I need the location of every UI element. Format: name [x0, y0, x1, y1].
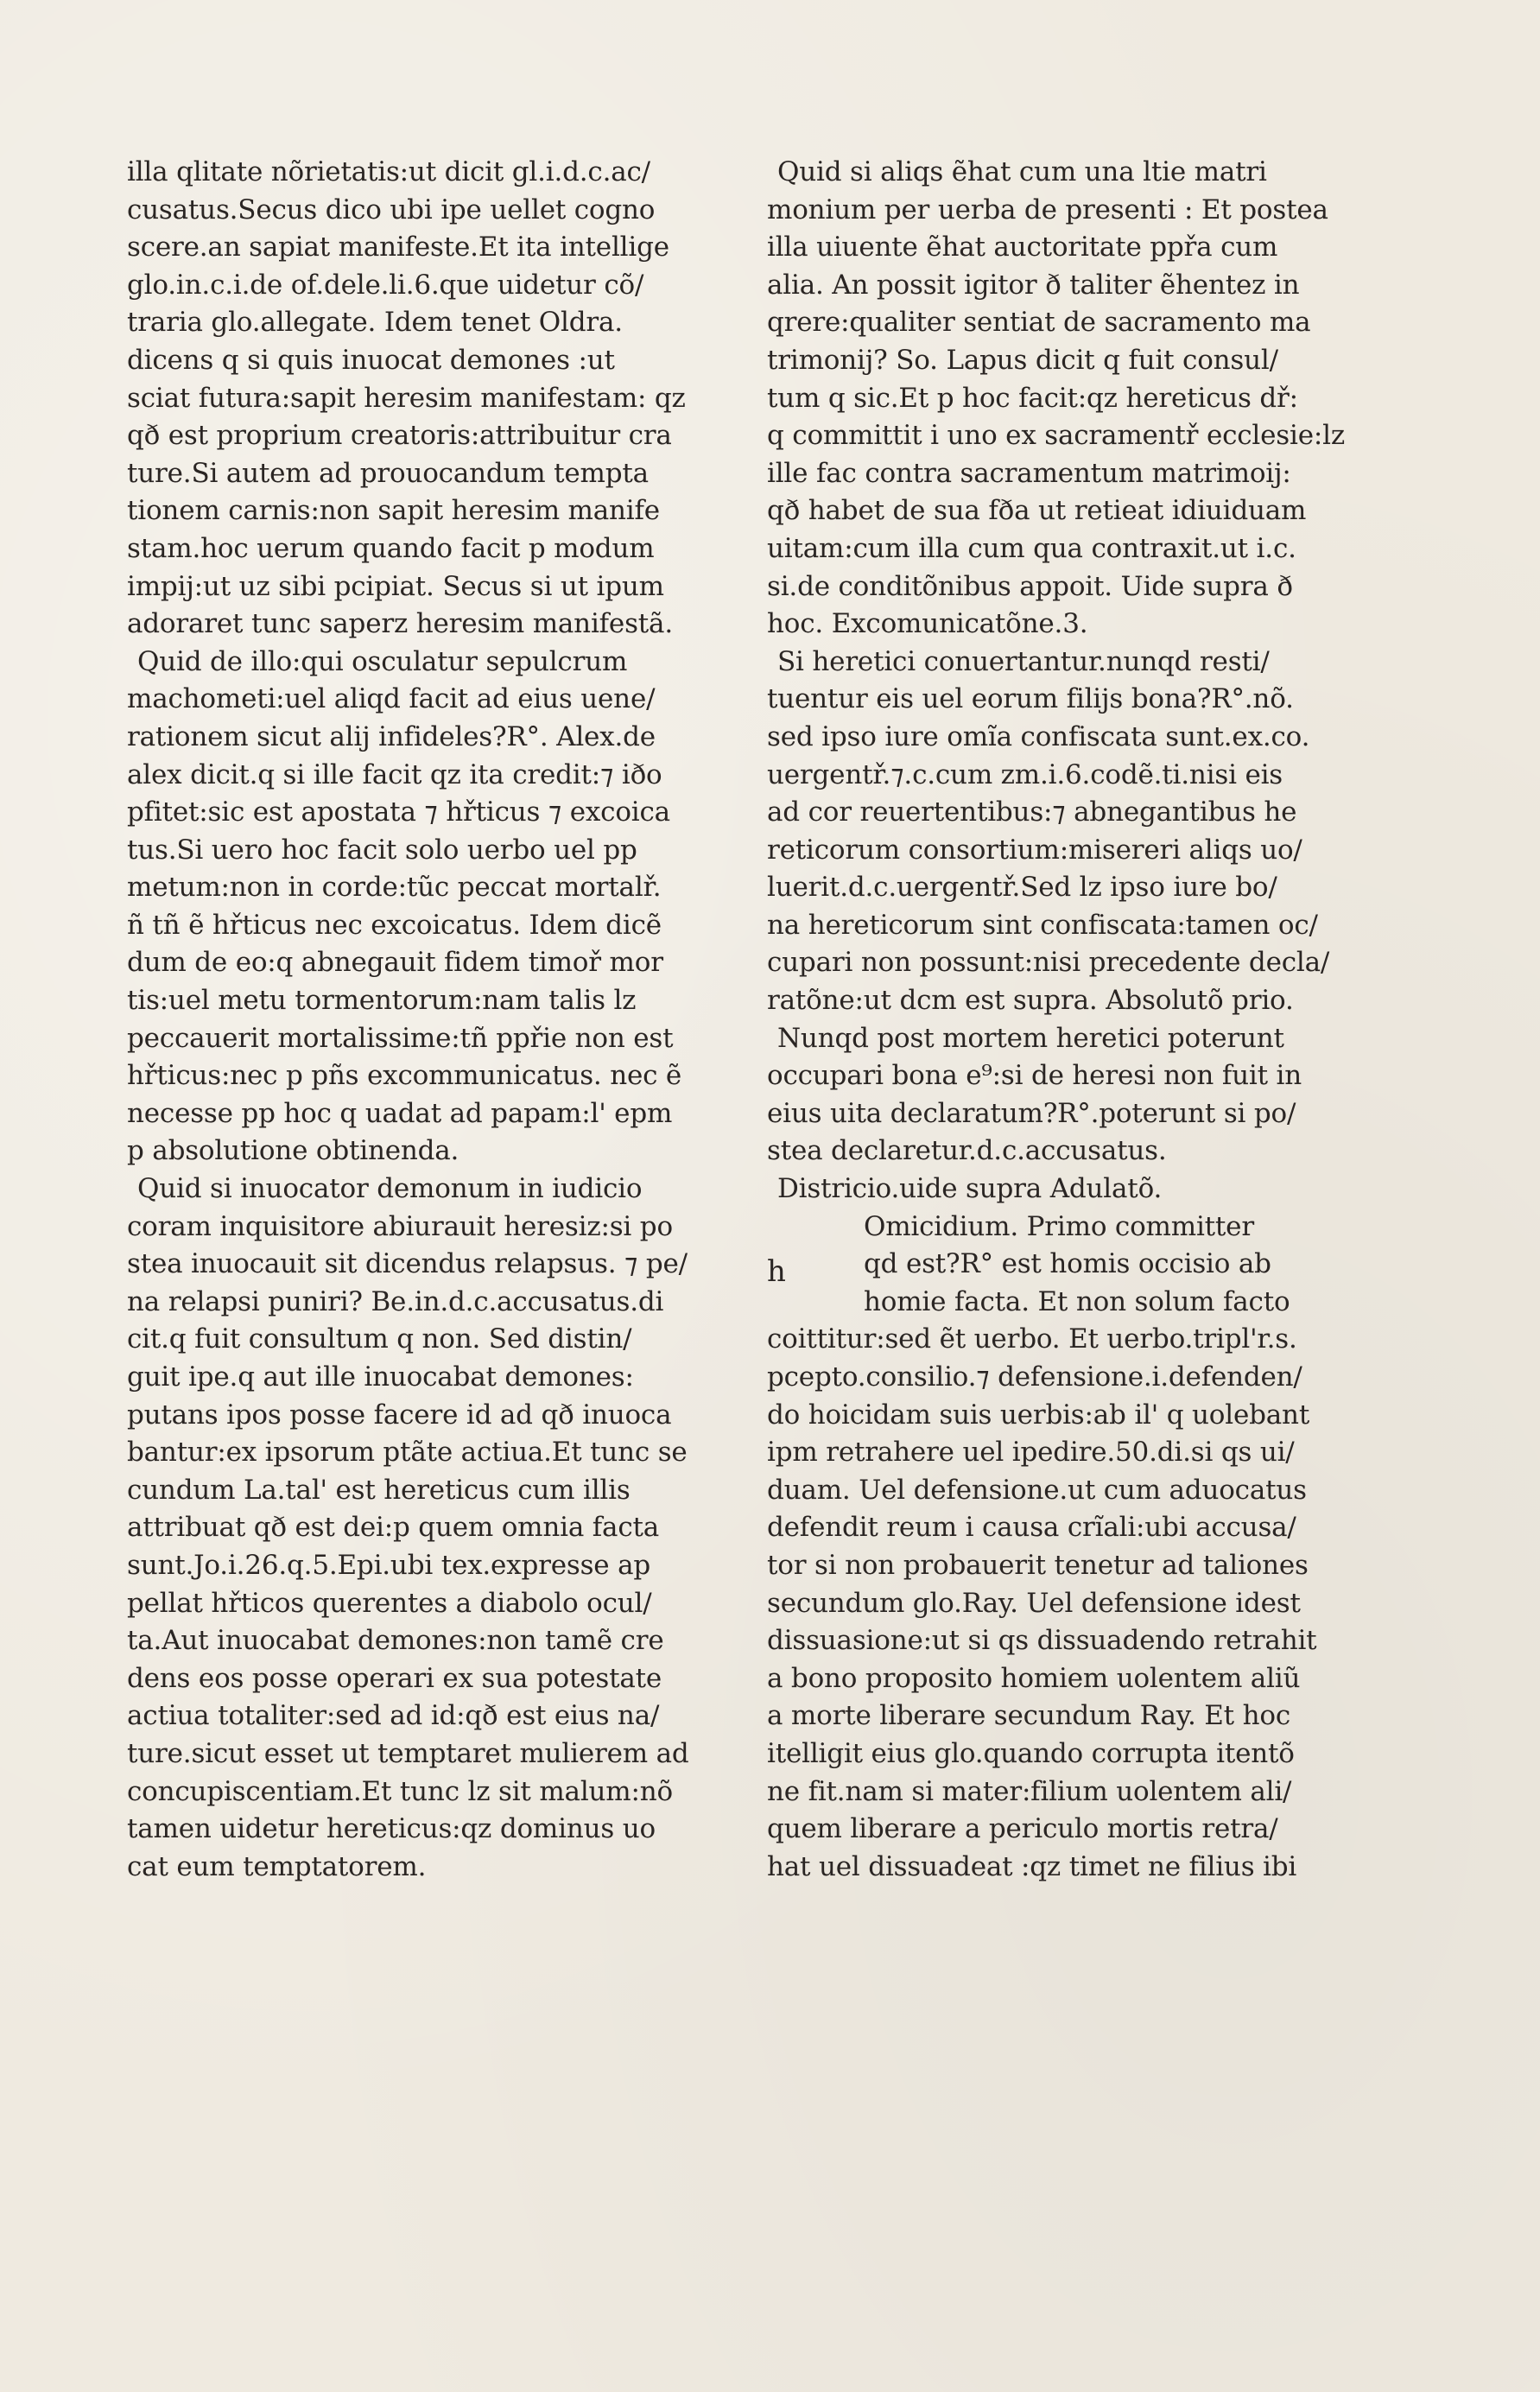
text-line: a morte liberare secundum Ray. Et hoc: [767, 1700, 1290, 1732]
text-line: machometi:uel aliqd facit ad eius uene/: [127, 683, 656, 715]
text-line: qð habet de sua fða ut retieat idiuiduam: [767, 495, 1307, 527]
text-line: traria glo.allegate. Idem tenet Oldra.: [127, 307, 623, 339]
text-line: na hereticorum sint confiscata:tamen oc/: [767, 909, 1318, 941]
text-line: pfitet:sic est apostata ⁊ hřticus ⁊ excoica: [127, 796, 670, 828]
text-line: dum de eo:q abnegauit fidem timoř mor: [127, 947, 663, 979]
text-line: stea inuocauit sit dicendus relapsus. ⁊ pe/: [127, 1248, 688, 1280]
right-column: [767, 154, 1354, 1886]
text-line: a bono proposito homiem uolentem aliũ: [767, 1662, 1301, 1694]
text-line: Quid si inuocator demonum in iudicio: [137, 1173, 643, 1205]
text-line: metum:non in corde:tũc peccat mortalř.: [127, 872, 662, 904]
text-line: pcepto.consilio.⁊ defensione.i.defenden/: [767, 1361, 1302, 1393]
text-line: scere.an sapiat manifeste.Et ita intellige: [127, 232, 669, 263]
text-line: na relapsi puniri? Be.in.d.c.accusatus.di: [127, 1285, 664, 1317]
initial-letter: h: [767, 1253, 786, 1289]
text-line: hřticus:nec p pñs excommunicatus. nec ẽ: [127, 1060, 682, 1092]
text-line: q committit i uno ex sacramentř ecclesie:lz: [767, 420, 1345, 452]
text-line: tuentur eis uel eorum filijs bona?R°.nõ.: [767, 683, 1294, 715]
text-line: uergentř.⁊.c.cum zm.i.6.codẽ.ti.nisi eis: [767, 758, 1283, 790]
text-line: ne fit.nam si mater:filium uolentem ali/: [767, 1775, 1292, 1807]
text-line: hat uel dissuadeat :qz timet ne filius ibi: [767, 1850, 1297, 1882]
text-line: Omicidium. Primo committer: [864, 1210, 1254, 1242]
text-line: dicens q si quis inuocat demones :ut: [127, 344, 615, 376]
text-line: dens eos posse operari ex sua potestate: [127, 1662, 662, 1694]
text-line: qð est proprium creatoris:attribuitur cra: [127, 420, 672, 452]
text-line: cupari non possunt:nisi precedente decla/: [767, 947, 1330, 979]
text-line: concupiscentiam.Et tunc lz sit malum:nõ: [127, 1775, 673, 1807]
text-line: peccauerit mortalissime:tñ ppřie non est: [127, 1022, 674, 1054]
text-line: duam. Uel defensione.ut cum aduocatus: [767, 1474, 1307, 1506]
text-line: cusatus.Secus dico ubi ipe uellet cogno: [127, 194, 656, 225]
text-line: guit ipe.q aut ille inuocabat demones:: [127, 1361, 634, 1393]
text-line: do hoicidam suis uerbis:ab il' q uolebant: [767, 1399, 1310, 1431]
right-column-top: [767, 154, 1354, 1209]
text-line: Districio.uide supra Adulatõ.: [777, 1173, 1163, 1205]
text-line: Quid de illo:qui osculatur sepulcrum: [137, 645, 628, 677]
text-line: impij:ut uz sibi pcipiat. Secus si ut ipum: [127, 570, 664, 602]
text-line: alex dicit.q si ille facit qz ita credit:⁊ iðo: [127, 758, 662, 790]
text-line: ture.sicut esset ut temptaret mulierem ad: [127, 1737, 689, 1769]
text-line: attribuat qð est dei:p quem omnia facta: [127, 1512, 660, 1544]
text-line: stam.hoc uerum quando facit p modum: [127, 532, 655, 564]
text-line: tum q sic.Et p hoc facit:qz hereticus dř:: [767, 382, 1298, 414]
text-line: cundum La.tal' est hereticus cum illis: [127, 1474, 631, 1506]
text-line: sunt.Jo.i.26.q.5.Epi.ubi tex.expresse ap: [127, 1549, 651, 1581]
text-line: coittitur:sed ẽt uerbo. Et uerbo.tripl'r.s.: [767, 1323, 1297, 1355]
text-line: uitam:cum illa cum qua contraxit.ut i.c.: [767, 532, 1296, 564]
text-line: defendit reum i causa crĩali:ubi accusa/: [767, 1512, 1296, 1544]
text-line: eius uita declaratum?R°.poterunt si po/: [767, 1097, 1296, 1129]
text-line: reticorum consortium:misereri aliqs uo/: [767, 834, 1302, 866]
text-line: pellat hřticos querentes a diabolo ocul/: [127, 1587, 652, 1619]
text-line: qd est?R° est homis occisio ab: [864, 1248, 1271, 1280]
text-line: quem liberare a periculo mortis retra/: [767, 1813, 1278, 1845]
text-line: ture.Si autem ad prouocandum tempta: [127, 457, 649, 489]
text-line: Quid si aliqs ẽhat cum una ltie matri: [777, 156, 1267, 187]
text-line: occupari bona e⁹:si de heresi non fuit in: [767, 1060, 1302, 1092]
initial-paragraph-lines: [767, 1209, 1354, 1322]
text-line: tis:uel metu tormentorum:nam talis lz: [127, 985, 637, 1017]
text-line: ille fac contra sacramentum matrimoij:: [767, 457, 1291, 489]
text-line: secundum glo.Ray. Uel defensione idest: [767, 1587, 1301, 1619]
text-line: bantur:ex ipsorum ptãte actiua.Et tunc se: [127, 1437, 688, 1469]
text-line: alia. An possit igitor ð taliter ẽhentez in: [767, 269, 1300, 301]
text-line: Si heretici conuertantur.nunqd resti/: [777, 645, 1270, 677]
text-line: qrere:qualiter sentiat de sacramento ma: [767, 307, 1311, 339]
text-line: dissuasione:ut si qs dissuadendo retrahit: [767, 1625, 1317, 1657]
text-line: homie facta. Et non solum facto: [864, 1285, 1290, 1317]
text-line: ñ tñ ẽ hřticus nec excoicatus. Idem dicẽ: [127, 909, 662, 941]
text-line: ta.Aut inuocabat demones:non tamẽ cre: [127, 1625, 664, 1657]
text-line: tus.Si uero hoc facit solo uerbo uel pp: [127, 834, 637, 866]
text-line: tionem carnis:non sapit heresim manife: [127, 495, 660, 527]
text-line: rationem sicut alij infideles?R°. Alex.de: [127, 720, 656, 752]
text-line: sed ipso iure omĩa confiscata sunt.ex.co.: [767, 720, 1310, 752]
text-line: luerit.d.c.uergentř.Sed lz ipso iure bo/: [767, 872, 1277, 904]
text-line: hoc. Excomunicatõne.3.: [767, 608, 1088, 640]
text-line: coram inquisitore abiurauit heresiz:si po: [127, 1210, 673, 1242]
text-line: si.de conditõnibus appoit. Uide supra ð: [767, 570, 1293, 602]
text-line: ratõne:ut dcm est supra. Absolutõ prio.: [767, 985, 1294, 1017]
text-line: actiua totaliter:sed ad id:qð est eius na/: [127, 1700, 660, 1732]
text-line: glo.in.c.i.de of.dele.li.6.que uidetur cõ/: [127, 269, 644, 301]
text-line: itelligit eius glo.quando corrupta itentõ: [767, 1737, 1295, 1769]
text-line: putans ipos posse facere id ad qð inuoca: [127, 1399, 672, 1431]
text-line: ad cor reuertentibus:⁊ abnegantibus he: [767, 796, 1297, 828]
text-line: sciat futura:sapit heresim manifestam: qz: [127, 382, 686, 414]
text-line: trimonij? So. Lapus dicit q fuit consul/: [767, 344, 1278, 376]
text-line: monium per uerba de presenti : Et postea: [767, 194, 1328, 225]
text-line: stea declaretur.d.c.accusatus.: [767, 1135, 1167, 1167]
text-line: cit.q fuit consultum q non. Sed distin/: [127, 1323, 632, 1355]
text-line: cat eum temptatorem.: [127, 1850, 427, 1882]
text-line: necesse pp hoc q uadat ad papam:l' epm: [127, 1097, 673, 1129]
text-line: p absolutione obtinenda.: [127, 1135, 459, 1167]
text-line: adoraret tunc saperz heresim manifestã.: [127, 608, 673, 640]
text-line: illa uiuente ẽhat auctoritate ppřa cum: [767, 232, 1278, 263]
text-line: illa qlitate nõrietatis:ut dicit gl.i.d.c.ac/: [127, 156, 650, 187]
text-line: ipm retrahere uel ipedire.50.di.si qs ui/: [767, 1437, 1295, 1469]
text-line: tor si non probauerit tenetur ad taliones: [767, 1549, 1309, 1581]
text-line: tamen uidetur hereticus:qz dominus uo: [127, 1813, 656, 1845]
text-line: Nunqd post mortem heretici poterunt: [777, 1022, 1284, 1054]
left-column: [127, 154, 714, 1886]
right-column-bottom: [767, 1321, 1354, 1886]
initial-paragraph: [767, 1209, 1354, 1322]
